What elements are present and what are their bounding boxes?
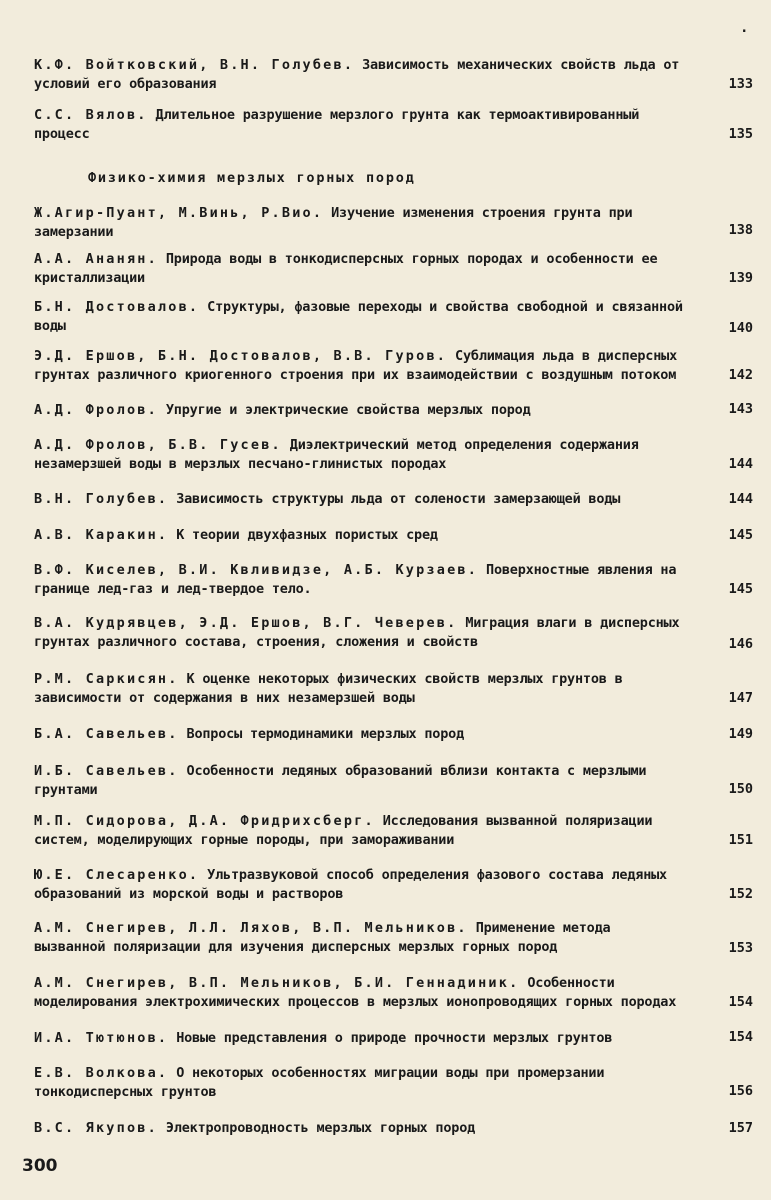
entry-authors: В.С. Якупов. [34, 1120, 158, 1136]
entry-authors: Р.М. Саркисян. [34, 671, 179, 687]
entry-title: Ультразвуковой способ определения фазового состава ледяных образований из морской воды и растворов [34, 867, 667, 902]
entry-title: Изучение изменения строения грунта при замерзании [34, 205, 633, 240]
entry-authors: К.Ф. Войтковский, В.Н. Голубев. [34, 57, 355, 73]
entry-page: 135 [728, 126, 753, 142]
toc-entry [34, 561, 684, 599]
toc-entry [34, 614, 684, 652]
entry-page: 153 [728, 940, 753, 956]
entry-authors: А.А. Ананян. [34, 251, 158, 267]
entry-authors: Ю.Е. Слесаренко. [34, 867, 200, 883]
toc-entry [34, 526, 684, 545]
entry-page: 147 [728, 690, 753, 706]
entry-authors: А.М. Снегирев, Л.Л. Ляхов, В.П. Мельников. [34, 920, 468, 936]
entry-page: 154 [728, 994, 753, 1010]
entry-title: Зависимость механических свойств льда от условий его образования [34, 57, 680, 92]
entry-authors: В.А. Кудрявцев, Э.Д. Ершов, В.Г. Чеверев. [34, 615, 458, 631]
entry-page: 152 [728, 886, 753, 902]
entry-page: 150 [728, 781, 753, 797]
entry-authors: М.П. Сидорова, Д.А. Фридрихсберг. [34, 813, 375, 829]
entry-page: 142 [728, 367, 753, 383]
entry-page: 133 [728, 76, 753, 92]
entry-authors: Б.Н. Достовалов. [34, 299, 200, 315]
entry-title: Природа воды в тонкодисперсных горных породах и особенности ее кристаллизации [34, 251, 658, 286]
entry-page: 145 [728, 527, 753, 543]
entry-page: 156 [728, 1083, 753, 1099]
entry-title: Длительное разрушение мерзлого грунта как термоактивированный процесс [34, 107, 640, 142]
entry-title: Зависимость структуры льда от солености замерзающей воды [168, 491, 621, 507]
entry-title: К теории двухфазных пористых сред [168, 527, 438, 543]
entry-page: 157 [728, 1120, 753, 1136]
corner-mark: . [740, 20, 749, 36]
entry-page: 139 [728, 270, 753, 286]
entry-page: 143 [728, 401, 753, 417]
entry-title: О некоторых особенностях миграции воды при промерзании тонкодисперсных грунтов [34, 1065, 605, 1100]
toc-entry [34, 1029, 684, 1048]
entry-title: Исследования вызванной поляризации систем, моделирующих горные породы, при замораживании [34, 813, 653, 848]
entry-page: 151 [728, 832, 753, 848]
entry-page: 154 [728, 1029, 753, 1045]
entry-title: Применение метода вызванной поляризации для изучения дисперсных мерзлых горных пород [34, 920, 611, 955]
entry-authors: В.Ф. Киселев, В.И. Квливидзе, А.Б. Курзаев. [34, 562, 479, 578]
entry-authors: И.Б. Савельев. [34, 763, 179, 779]
entry-authors: С.С. Вялов. [34, 107, 148, 123]
toc-entry [34, 1119, 684, 1138]
page-number: 300 [22, 1156, 58, 1176]
toc-entry [34, 725, 684, 744]
toc-entry [34, 812, 684, 850]
entry-authors: Е.В. Волкова. [34, 1065, 169, 1081]
entry-title: Диэлектрический метод определения содержания незамерзшей воды в мерзлых песчано-глинистых породах [34, 437, 639, 472]
toc-entry [34, 490, 684, 509]
toc-entry [34, 298, 684, 336]
entry-page: 144 [728, 491, 753, 507]
toc-entry [34, 347, 684, 385]
entry-title: Структуры, фазовые переходы и свойства свободной и связанной воды [34, 299, 683, 334]
entry-page: 149 [728, 726, 753, 742]
entry-title: Сублимация льда в дисперсных грунтах различного криогенного строения при их взаимодействии с воздушным потоком [34, 348, 678, 383]
entry-authors: А.Д. Фролов, Б.В. Гусев. [34, 437, 282, 453]
entry-title: Упругие и электрические свойства мерзлых пород [157, 402, 531, 418]
entry-authors: В.Н. Голубев. [34, 491, 169, 507]
toc-entry [34, 56, 684, 94]
entry-authors: А.М. Снегирев, В.П. Мельников, Б.И. Геннадиник. [34, 975, 520, 991]
toc-entry [34, 974, 684, 1012]
toc-entry [34, 204, 684, 242]
entry-authors: Ж.Агир-Пуант, М.Винь, Р.Вио. [34, 205, 324, 221]
entry-page: 146 [728, 636, 753, 652]
toc-entry [34, 250, 684, 288]
toc-entry [34, 106, 684, 144]
entry-page: 144 [728, 456, 753, 472]
toc-entry [34, 401, 684, 420]
entry-title: Особенности моделирования электрохимических процессов в мерзлых ионопроводящих горных породах [34, 975, 677, 1010]
entry-authors: Б.А. Савельев. [34, 726, 179, 742]
entry-title: Новые представления о природе прочности мерзлых грунтов [168, 1030, 613, 1046]
toc-entry [34, 866, 684, 904]
toc-entry [34, 762, 684, 800]
entry-title: Электропроводность мерзлых горных пород [157, 1120, 476, 1136]
entry-title: Вопросы термодинамики мерзлых пород [178, 726, 464, 742]
section-title: Физико-химия мерзлых горных пород [88, 170, 416, 186]
entry-authors: А.Д. Фролов. [34, 402, 158, 418]
entry-page: 145 [728, 581, 753, 597]
entry-page: 140 [728, 320, 753, 336]
entry-page: 138 [728, 222, 753, 238]
entry-authors: А.В. Каракин. [34, 527, 169, 543]
toc-entry [34, 1064, 684, 1102]
entry-title: Миграция влаги в дисперсных грунтах различного состава, строения, сложения и свойств [34, 615, 680, 650]
entry-authors: И.А. Тютюнов. [34, 1030, 169, 1046]
toc-entry [34, 436, 684, 474]
entry-title: К оценке некоторых физических свойств мерзлых грунтов в зависимости от содержания в них незамерзшей воды [34, 671, 623, 706]
entry-authors: Э.Д. Ершов, Б.Н. Достовалов, В.В. Гуров. [34, 348, 448, 364]
toc-entry [34, 670, 684, 708]
entry-title: Особенности ледяных образований вблизи контакта с мерзлыми грунтами [34, 763, 647, 798]
toc-entry [34, 919, 684, 957]
entry-title: Поверхностные явления на границе лед-газ и лед-твердое тело. [34, 562, 677, 597]
